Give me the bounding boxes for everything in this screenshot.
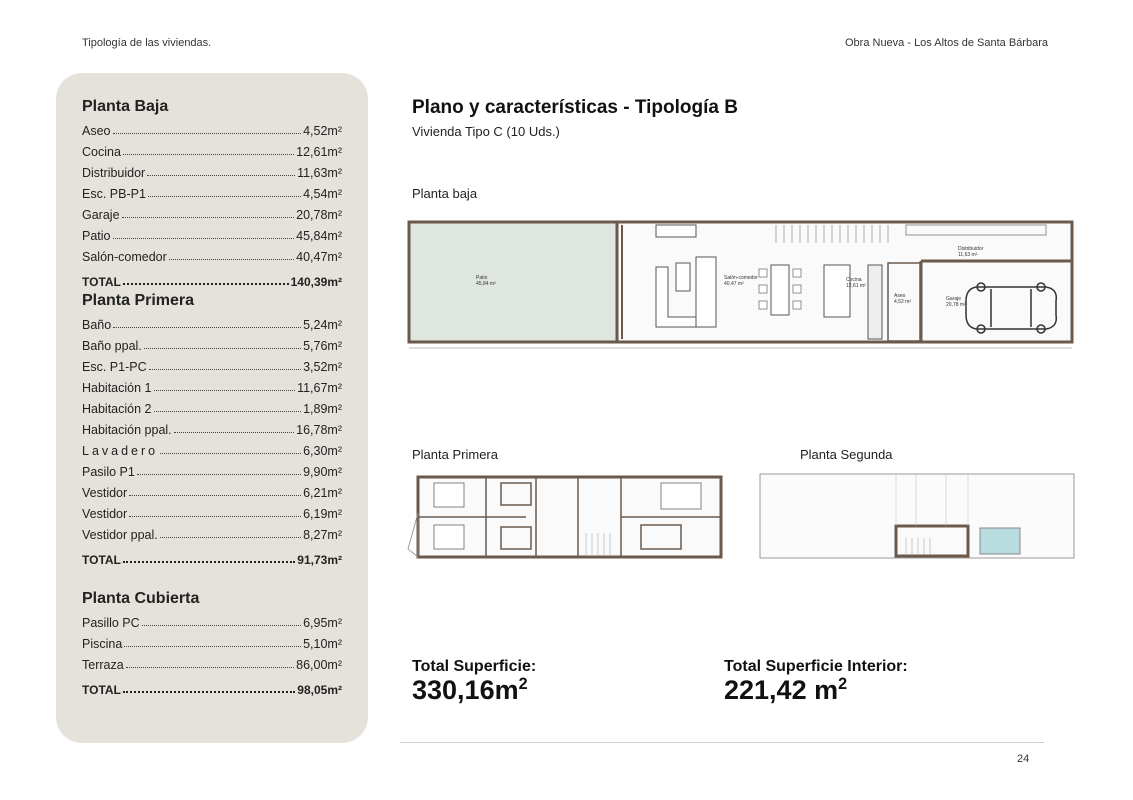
area-row <box>82 183 342 201</box>
area-label: Habitación 2 <box>82 402 152 416</box>
area-label: Patio <box>82 229 111 243</box>
floor-plan-planta-segunda <box>756 470 1076 562</box>
area-row <box>82 524 342 542</box>
area-value: 6,21m² <box>303 486 342 500</box>
area-row <box>82 377 342 395</box>
area-label: Habitación ppal. <box>82 423 172 437</box>
total-value: 140,39m² <box>290 275 342 289</box>
area-row <box>82 314 342 332</box>
total-value: 98,05m² <box>297 683 342 697</box>
section-title-planta-baja: Planta Baja <box>82 98 169 115</box>
area-value: 45,84m² <box>296 229 342 243</box>
room-label-aseo: Aseo <box>894 293 906 299</box>
area-row <box>82 225 342 243</box>
area-label: Vestidor <box>82 507 128 521</box>
area-value: 11,67m² <box>297 381 342 395</box>
total-label: TOTAL <box>82 275 121 289</box>
room-area-distribuidor: 11,63 m² <box>958 252 978 258</box>
room-area-patio: 45,84 m² <box>476 281 496 287</box>
area-row <box>82 419 342 437</box>
total-interior-value: 221,42 $m^2$ <box>724 675 848 705</box>
area-value: 4,52m² <box>303 124 342 138</box>
room-area-salon: 40,47 m² <box>724 281 744 287</box>
room-area-aseo: 4,52 m² <box>894 299 911 305</box>
area-row <box>82 612 342 630</box>
total-value: 91,73m² <box>297 553 342 567</box>
area-value: 6,30m² <box>303 444 342 458</box>
area-label: Baño <box>82 318 112 332</box>
area-value: 9,90m² <box>303 465 342 479</box>
page-title: Plano y características - Tipología B <box>412 97 738 118</box>
header-right: Obra Nueva - Los Altos de Santa Bárbara <box>844 37 1048 49</box>
total-superficie-label: Total Superficie: <box>412 658 537 675</box>
area-label: Salón-comedor <box>82 250 167 264</box>
section-title-planta-cubierta: Planta Cubierta <box>82 590 200 607</box>
area-label: Esc. P1-PC <box>82 360 147 374</box>
total-row-planta-primera <box>82 549 342 567</box>
floor-plan-planta-primera <box>406 473 724 563</box>
area-row <box>82 503 342 521</box>
total-label: TOTAL <box>82 553 121 567</box>
area-label: Pasilo P1 <box>82 465 135 479</box>
area-label: Esc. PB-P1 <box>82 187 146 201</box>
area-row <box>82 461 342 479</box>
area-row <box>82 398 342 416</box>
area-label: Distribuidor <box>82 166 146 180</box>
area-row <box>82 162 342 180</box>
area-label: Piscina <box>82 637 123 651</box>
area-row <box>82 356 342 374</box>
area-row <box>82 633 342 651</box>
plan-label-planta-baja: Planta baja <box>412 186 478 201</box>
area-value: 6,19m² <box>303 507 342 521</box>
area-value: 16,78m² <box>296 423 342 437</box>
page-number: 24 <box>1017 753 1030 765</box>
total-label: TOTAL <box>82 683 121 697</box>
area-value: 5,76m² <box>303 339 342 353</box>
total-row-planta-cubierta <box>82 679 342 697</box>
area-label: Vestidor <box>82 486 128 500</box>
area-label: Garaje <box>82 208 120 222</box>
room-label-cocina: Cocina <box>846 277 862 283</box>
area-row <box>82 204 342 222</box>
plan-label-planta-primera: Planta Primera <box>412 447 498 462</box>
total-superficie-value: $330,16m^2$ <box>412 675 528 705</box>
area-value: 6,95m² <box>303 616 342 630</box>
area-row <box>82 141 342 159</box>
total-interior-label: Total Superficie Interior: <box>724 658 908 675</box>
area-label: Vestidor ppal. <box>82 528 158 542</box>
area-value: 5,24m² <box>303 318 342 332</box>
header-left: Tipología de las viviendas. <box>82 37 212 49</box>
area-value: 20,78m² <box>296 208 342 222</box>
plan-label-planta-segunda: Planta Segunda <box>800 447 893 462</box>
room-area-garaje: 20,78 m² <box>946 302 966 308</box>
room-area-cocina: 12,61 m² <box>846 283 866 289</box>
page-subtitle: Vivienda Tipo C (10 Uds.) <box>412 124 560 139</box>
area-value: 4,54m² <box>303 187 342 201</box>
footer-divider <box>400 742 1044 743</box>
area-row <box>82 440 342 458</box>
area-row <box>82 482 342 500</box>
area-value: 8,27m² <box>303 528 342 542</box>
area-label: Baño ppal. <box>82 339 142 353</box>
area-label: Terraza <box>82 658 124 672</box>
room-label-salon: Salón-comedor <box>724 275 758 281</box>
room-label-distribuidor: Distribuidor <box>958 246 984 252</box>
total-row-planta-baja <box>82 271 342 289</box>
area-label: Cocina <box>82 145 121 159</box>
area-label: Pasillo PC <box>82 616 140 630</box>
floor-plan-planta-baja <box>406 217 1078 353</box>
area-label: Lavadero <box>82 444 159 458</box>
area-value: 3,52m² <box>303 360 342 374</box>
area-label: Habitación 1 <box>82 381 152 395</box>
area-row <box>82 654 342 672</box>
area-row <box>82 335 342 353</box>
area-value: 86,00m² <box>296 658 342 672</box>
area-value: 5,10m² <box>303 637 342 651</box>
area-value: 40,47m² <box>296 250 342 264</box>
area-row <box>82 246 342 264</box>
room-label-patio: Patio <box>476 275 488 281</box>
area-value: 1,89m² <box>303 402 342 416</box>
area-row <box>82 120 342 138</box>
area-value: 11,63m² <box>297 166 342 180</box>
area-value: 12,61m² <box>296 145 342 159</box>
area-label: Aseo <box>82 124 111 138</box>
section-title-planta-primera: Planta Primera <box>82 292 195 309</box>
room-label-garaje: Garaje <box>946 296 962 302</box>
